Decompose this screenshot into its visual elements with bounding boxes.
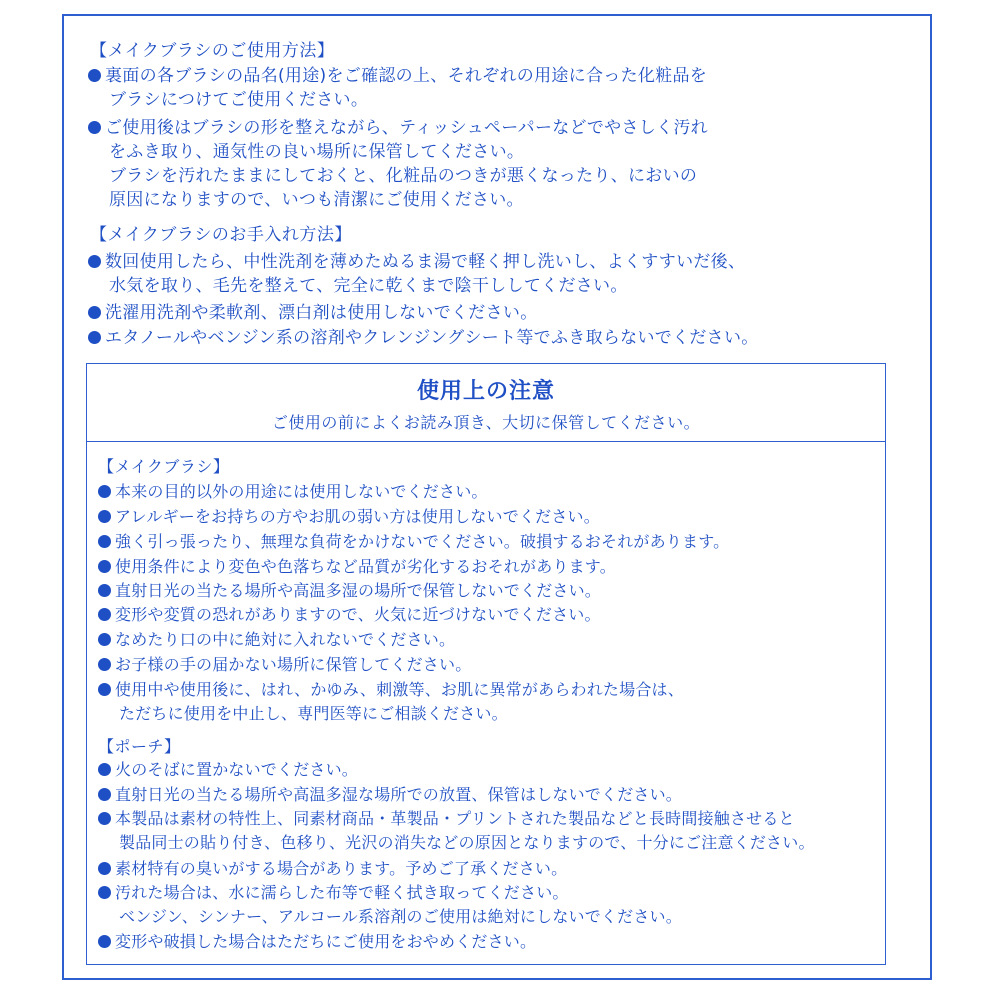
brush-item-1: 本来の目的以外の用途には使用しないでください。 [98, 480, 488, 504]
usage-heading: 【メイクブラシのご使用方法】 [90, 41, 335, 61]
pouch-item-3: 本製品は素材の特性上、同素材商品・革製品・プリントされた製品などと長時間接触させると 製品同士の貼り付き、色移り、光沢の消失などの原因となりますので、十分にご注意ください。 [98, 807, 815, 855]
caution-subtitle: ご使用の前によくお読み頂き、大切に保管してください。 [271, 413, 701, 432]
bullet-dot-icon [88, 306, 101, 319]
brush-item-4: 使用条件により変色や色落ちなど品質が劣化するおそれがあります。 [98, 555, 616, 579]
brush-item-8: お子様の手の届かない場所に保管してください。 [98, 653, 471, 677]
bullet-dot-icon [98, 633, 111, 646]
caution-title: 使用上の注意 [416, 379, 555, 404]
bullet-dot-icon [88, 121, 101, 134]
bullet-dot-icon [98, 608, 111, 621]
pouch-item-2: 直射日光の当たる場所や高温多湿な場所での放置、保管はしないでください。 [98, 783, 682, 807]
care-item-2: 洗濯用洗剤や柔軟剤、漂白剤は使用しないでください。 [88, 301, 538, 325]
care-item-1: 数回使用したら、中性洗剤を薄めたぬるま湯で軽く押し洗いし、よくすすいだ後、 水気を取り、毛先を整えて、完全に乾くまで陰干ししてください。 [88, 250, 745, 298]
brush-item-6: 変形や変質の恐れがありますので、火気に近づけないでください。 [98, 603, 601, 627]
bullet-dot-icon [98, 535, 111, 548]
bullet-dot-icon [98, 485, 111, 498]
bullet-dot-icon [98, 584, 111, 597]
bullet-dot-icon [98, 935, 111, 948]
usage-item-2: ご使用後はブラシの形を整えながら、ティッシュペーパーなどでやさしく汚れ をふき取り、通気性の良い場所に保管してください。 ブラシを汚れたままにしておくと、化粧品のつきが悪くなったり、においの 原因になりますので、いつも清潔にご使用ください。 [88, 116, 708, 212]
brush-item-5: 直射日光の当たる場所や高温多湿の場所で保管しないでください。 [98, 579, 601, 603]
usage-item-1: 裏面の各ブラシの品名(用途)をご確認の上、それぞれの用途に合った化粧品を ブラシにつけてご使用ください。 [88, 64, 707, 112]
pouch-heading: 【ポーチ】 [98, 737, 181, 756]
bullet-dot-icon [98, 788, 111, 801]
brush-item-9: 使用中や使用後に、はれ、かゆみ、刺激等、お肌に異常があらわれた場合は、 ただちに使用を中止し、専門医等にご相談ください。 [98, 678, 684, 726]
bullet-dot-icon [98, 683, 111, 696]
bullet-dot-icon [88, 69, 101, 82]
pouch-item-4: 素材特有の臭いがする場合があります。予めご了承ください。 [98, 857, 567, 881]
pouch-item-5: 汚れた場合は、水に濡らした布等で軽く拭き取ってください。 ベンジン、シンナー、アルコール系溶剤のご使用は絶対にしないでください。 [98, 881, 682, 929]
bullet-dot-icon [88, 331, 101, 344]
pouch-item-1: 火のそばに置かないでください。 [98, 758, 358, 782]
brush-item-7: なめたり口の中に絶対に入れないでください。 [98, 628, 455, 652]
care-item-3: エタノールやベンジン系の溶剤やクレンジングシート等でふき取らないでください。 [88, 326, 759, 350]
bullet-dot-icon [98, 510, 111, 523]
bullet-dot-icon [98, 886, 111, 899]
bullet-dot-icon [98, 812, 111, 825]
brush-item-3: 強く引っ張ったり、無理な負荷をかけないでください。破損するおそれがあります。 [98, 530, 729, 554]
brush-heading: 【メイクブラシ】 [98, 457, 230, 476]
bullet-dot-icon [98, 862, 111, 875]
bullet-dot-icon [88, 255, 101, 268]
caution-header [87, 364, 885, 442]
brush-item-2: アレルギーをお持ちの方やお肌の弱い方は使用しないでください。 [98, 505, 600, 529]
care-heading: 【メイクブラシのお手入れ方法】 [90, 225, 352, 245]
bullet-dot-icon [98, 763, 111, 776]
pouch-item-6: 変形や破損した場合はただちにご使用をおやめください。 [98, 930, 536, 954]
bullet-dot-icon [98, 560, 111, 573]
bullet-dot-icon [98, 658, 111, 671]
